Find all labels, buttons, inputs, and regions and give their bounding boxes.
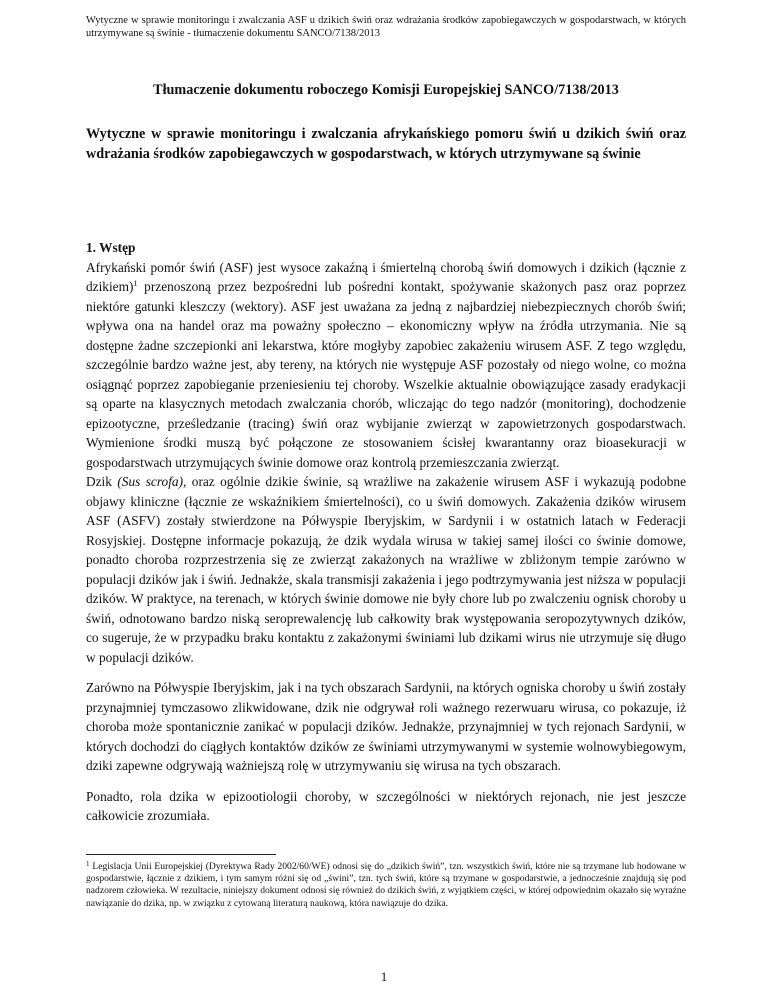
paragraph-4: Ponadto, rola dzika w epizootiologii choroby, w szczególności w niektórych rejonach, nie jest jeszcze całkowicie zrozumiała. xyxy=(86,788,686,823)
paragraph-2-start: Dzik xyxy=(86,474,118,489)
paragraph-2-text: , oraz ogólnie dzikie świnie, są wrażliwe na zakażenie wirusem ASF i wykazują podobne objawy kliniczne (łącznie ze wskaźnikiem śmiertelności), co u świń domowych. Zakażenia dzików wirusem ASF (ASFV) zostały stwierdzone na Półwyspie Iberyjskim, w Sardynii i w ostatnich latach w Federacji Rosyjskiej. Dostępne informacje pokazują, że dzik wydala wirusa w takiej samej ilości co świnie domowe, ponadto choroba rozprzestrzenia się ze zwierząt zakażonych na wrażliwe w zbliżonym tempie zarówno w populacji dzików jak i świń. Jednakże, skala transmisji zakażenia i jego podtrzymywania jest niższa w populacji dzików. W praktyce, na terenach, w których świnie domowe nie były chore lub po zwalczeniu ognisk choroby u świń, odnotowano bardzo niską seroprewalencję lub całkowity brak występowania seropozytywnych dzików, co sugeruje, że w przypadku braku kontaktu z zakażonymi świniami lub dzikami wirus nie utrzymuje się długo w populacji dzików. xyxy=(86,474,686,665)
page-number: 1 xyxy=(380,969,388,984)
species-name: (Sus scrofa) xyxy=(117,474,184,489)
footnote-marker: 1 xyxy=(86,860,90,868)
section-heading: 1. Wstęp xyxy=(86,240,136,255)
running-header: Wytyczne w sprawie monitoringu i zwalczania ASF u dzikich świń oraz wdrażania środków zapobiegawczych w gospodarstwach, w których utrzymywane są świnie - tłumaczenie dokumentu SANCO/7138/2013 xyxy=(86,15,686,39)
footnote-text: Legislacja Unii Europejskiej (Dyrektywa Rady 2002/60/WE) odnosi się do „dzikich świń”, tzn. wszystkich świń, które nie są trzymane lub hodowane w gospodarstwie, łącznie z dzikiem, i tym samym różni się od „świni”, tzn. tych świń, które są trzymane w gospodarstwie, a jednocześnie znajdują się pod nadzorem człowieka. W rezultacie, niniejszy dokument odnosi się również do dzikich świń, z wyjątkiem części, w której odpowiednim okazało się wyraźne nawiązanie do dzika, np. w związku z cytowaną literaturą naukową, która nawiązuje do dzika. xyxy=(86,861,686,909)
document-title: Tłumaczenie dokumentu roboczego Komisji Europejskiej SANCO/7138/2013 xyxy=(153,82,619,98)
paragraph-1-text-continued: przenoszoną przez bezpośredni lub pośredni kontakt, spożywanie skażonych pasz oraz poprzez niektóre gatunki kleszczy (wektory). ASF jest uważana za jedną z najbardziej niebezpiecznych chorób świń; wpływa ona na handel oraz ma poważny społeczno – ekonomiczny wpływ na źródła utrzymania. Nie są dostępne żadne szczepionki ani lekarstwa, które mogłyby zapobiec zakażeniu wirusem ASF. Z tego względu, szczególnie bardzo ważne jest, aby tereny, na których nie występuje ASF pozostały od niego wolne, co można osiągnąć poprzez zapobieganie przeniesieniu tej choroby. Wszelkie aktualnie obowiązujące zasady eradykacji są oparte na klasycznych metodach zwalczania chorób, wliczając do tego nadzór (monitoring), dochodzenie epizootyczne, prześledzanie (tracing) świń oraz wybijanie zwierząt w zapowietrzonych gospodarstwach. Wymienione środki muszą być połączone ze stosowaniem ścisłej kwarantanny oraz bioasekuracji w gospodarstwach utrzymujących świnie domowe oraz kontrolą przemieszczania zwierząt. xyxy=(86,279,686,470)
paragraph-2 xyxy=(86,472,686,667)
footnote xyxy=(86,861,686,910)
paragraph-1-text: Afrykański pomór świń (ASF) jest wysoce zakaźną i śmiertelną chorobą świń domowych i dzikich (łącznie z dzikiem) xyxy=(86,259,686,294)
footnote-reference[interactable]: 1 xyxy=(133,279,138,288)
document-body xyxy=(86,238,686,826)
paragraph-3: Zarówno na Półwyspie Iberyjskim, jak i na tych obszarach Sardynii, na których ogniska choroby u świń zostały przynajmniej tymczasowo zlikwidowane, dzik nie odgrywał roli ważnego rezerwuaru wirusa, co pokazuje, iż choroba może spontanicznie zanikać w populacji dzików. Jednakże, przynajmniej w tych rejonach Sardynii, w których dochodzi do ciągłych kontaktów dzików ze świniami utrzymywanymi w systemie wolnowybiegowym, dziki zapewne odgrywają ważniejszą rolę w utrzymywaniu się wirusa na tych obszarach. xyxy=(86,680,686,773)
paragraph-1 xyxy=(86,258,686,473)
main-title: Wytyczne w sprawie monitoringu i zwalczania afrykańskiego pomoru świń u dzikich świń oraz wdrażania środków zapobiegawczych w gospodarstwach, w których utrzymywane są świnie xyxy=(86,126,686,162)
footnote-separator xyxy=(86,854,276,855)
